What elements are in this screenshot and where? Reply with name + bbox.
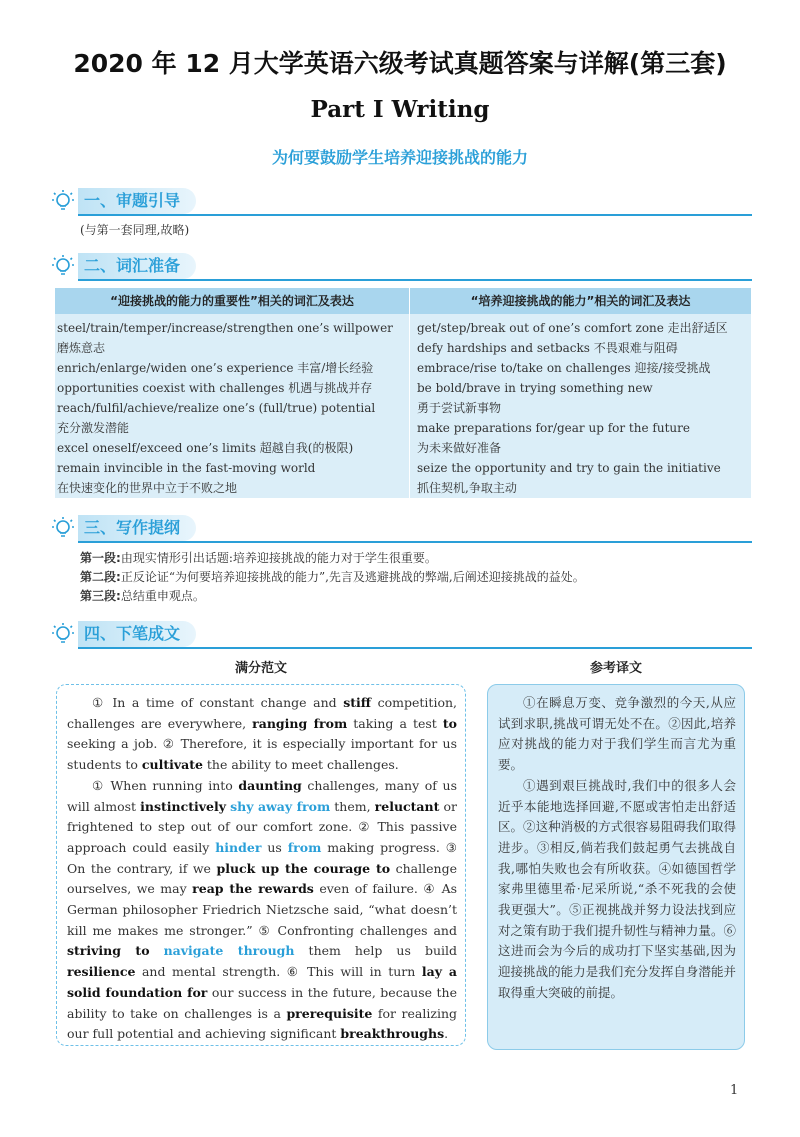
vocab-line: defy hardships and setbacks 不畏艰难与阻碍 <box>417 341 678 355</box>
translation-paragraph-2: ①遇到艰巨挑战时,我们中的很多人会近乎本能地选择回避,不愿或害怕走出舒适区。②这种消极的方式很容易阻碍我们取得进步。③相反,倘若我们鼓起勇气去挑战自我,哪怕失败也会有所收获。④如德国哲学家弗里德里希·尼采所说,“杀不死我的会使我更强大”。⑤正视挑战并努力设法找到应对之策有助于我们提升韧性与精神力量。⑥这进而会为今后的成功打下坚实基础,因为迎接挑战的能力是我们充分发挥自身潜能并取得重大突破的前提。 <box>498 777 736 1000</box>
vocab-line: excel oneself/exceed one’s limits 超越自我(的极限) <box>57 441 354 455</box>
topic-title: 为何要鼓励学生培养迎接挑战的能力 <box>271 148 528 167</box>
outline-text: 总结重申观点。 <box>120 589 205 603</box>
essay-text: the ability to meet challenges. <box>202 757 399 773</box>
essay-text: them help us build <box>294 943 457 959</box>
essay-text: seeking a job. ② Therefore, it is especially important for us students to <box>67 736 457 773</box>
section-rule <box>78 541 752 543</box>
vocab-line: remain invincible in the fast-moving world <box>57 461 316 475</box>
essay-text: taking a test <box>347 715 443 731</box>
section-label: 三、写作提纲 <box>78 515 196 541</box>
vocab-line: 抓住契机,争取主动 <box>417 481 517 495</box>
essay-text: or frightened to step out of our comfort zone. ② This passive approach could easily <box>67 798 457 855</box>
key-phrase: reluctant <box>374 798 440 814</box>
essay-text: competition, challenges are everywhere, <box>67 695 458 731</box>
section-rule <box>78 214 752 216</box>
vocab-line: 为未来做好准备 <box>417 441 502 455</box>
essay-text: challenges, many of us will almost <box>67 777 457 814</box>
writing-outline <box>80 549 745 606</box>
essay-text: ① In a time of constant change and <box>92 695 344 710</box>
outline-head: 第三段: <box>80 589 121 603</box>
vocab-line: embrace/rise to/take on challenges 迎接/接受挑战 <box>417 361 711 375</box>
key-phrase: hinder <box>215 839 262 855</box>
key-phrase: ranging from <box>252 715 348 731</box>
section-note: (与第一套同理,故略) <box>80 223 190 237</box>
translation-header: 参考译文 <box>589 661 642 676</box>
key-phrase: reap the rewards <box>192 881 314 897</box>
outline-item <box>80 568 745 587</box>
model-essay-box <box>56 684 466 1046</box>
vocab-line: be bold/brave in trying something new <box>417 381 653 395</box>
vocab-line: get/step/break out of one’s comfort zone 走出舒适区 <box>417 321 728 335</box>
vocab-line: make preparations for/gear up for the future <box>417 421 690 435</box>
translation-paragraph-1: ①在瞬息万变、竞争激烈的今天,从应试到求职,挑战可谓无处不在。②因此,培养应对挑战的能力对于我们学生而言尤为重要。 <box>498 695 736 773</box>
outline-head: 第二段: <box>80 570 121 584</box>
document-title: 2020 年 12 月大学英语六级考试真题答案与详解(第三套) <box>73 49 727 78</box>
essay-text: challenge ourselves, we may <box>67 860 457 897</box>
outline-text: 由现实情形引出话题:培养迎接挑战的能力对于学生很重要。 <box>120 551 437 565</box>
key-phrase: stiff <box>343 695 372 710</box>
vocab-line: reach/fulfil/achieve/realize one’s (full/true) potential <box>57 401 376 415</box>
essay-text: ① When running into <box>92 777 239 793</box>
translation-box <box>487 684 745 1050</box>
vocabulary-table <box>55 288 751 498</box>
section-header-3 <box>48 514 752 542</box>
essay-text: for realizing our full potential and achieving significant <box>67 1005 458 1042</box>
outline-item <box>80 549 745 568</box>
table-divider <box>409 288 410 498</box>
vocab-line: 磨炼意志 <box>57 341 106 355</box>
key-phrase: from <box>287 839 322 855</box>
key-phrase: lay a solid foundation for <box>67 964 457 1000</box>
essay-text <box>150 943 164 958</box>
essay-text: and mental strength. ⑥ This will in turn <box>135 964 422 980</box>
section-label: 二、词汇准备 <box>78 253 196 279</box>
vocab-right-column <box>417 318 749 498</box>
vocab-left-header: “迎接挑战的能力的重要性”相关的词汇及表达 <box>55 288 409 314</box>
section-rule <box>78 279 752 281</box>
outline-head: 第一段: <box>80 551 121 565</box>
vocab-line: seize the opportunity and try to gain the initiative <box>417 461 721 475</box>
lightbulb-icon <box>48 187 76 215</box>
essay-paragraph-2 <box>67 776 457 1045</box>
key-phrase: navigate through <box>163 943 295 959</box>
page-number: 1 <box>730 1083 739 1098</box>
vocab-line: steel/train/temper/increase/strengthen one’s willpower <box>57 321 393 335</box>
lightbulb-icon <box>48 252 76 280</box>
vocab-line: enrich/enlarge/widen one’s experience 丰富/增长经验 <box>57 361 374 375</box>
section-rule <box>78 647 752 649</box>
essay-paragraph-1 <box>67 693 457 776</box>
essay-text: making progress. ③ On the contrary, if we <box>67 839 457 876</box>
outline-text: 正反论证“为何要培养迎接挑战的能力”,先言及逃避挑战的弊端,后阐述迎接挑战的益处。 <box>120 570 585 584</box>
section-header-1 <box>48 187 752 215</box>
essay-text: even of failure. ④ As German philosopher Friedrich Nietzsche said, “what doesn’t kill me makes me stronger.” ⑤ Confronting challenges and <box>67 881 458 938</box>
vocab-line: 勇于尝试新事物 <box>417 401 502 415</box>
key-phrase: breakthroughs <box>340 1026 445 1042</box>
essay-text: our success in the future, because the ability to take on challenges is a <box>67 984 457 1021</box>
outline-item <box>80 587 745 606</box>
part-title: Part I Writing <box>310 96 490 123</box>
vocab-left-column <box>57 318 407 498</box>
section-header-2 <box>48 252 752 280</box>
key-phrase: prerequisite <box>286 1005 373 1021</box>
key-phrase: resilience <box>67 964 136 980</box>
key-phrase: cultivate <box>141 757 203 773</box>
vocab-line: opportunities coexist with challenges 机遇与挑战并存 <box>57 381 373 395</box>
key-phrase: instinctively <box>140 798 226 814</box>
lightbulb-icon <box>48 620 76 648</box>
key-phrase: to <box>442 715 457 731</box>
key-phrase: shy away from <box>230 798 331 814</box>
lightbulb-icon <box>48 514 76 542</box>
vocab-line: 在快速变化的世界中立于不败之地 <box>57 481 238 495</box>
essay-text: them, <box>330 798 375 814</box>
key-phrase: striving to <box>67 943 150 959</box>
section-header-4 <box>48 620 752 648</box>
essay-header: 满分范文 <box>234 661 287 676</box>
vocab-line: 充分激发潜能 <box>57 421 130 435</box>
essay-text: . <box>444 1026 449 1042</box>
key-phrase: pluck up the courage to <box>216 860 391 876</box>
essay-text: us <box>261 839 288 855</box>
section-label: 一、审题引导 <box>78 188 196 214</box>
section-label: 四、下笔成文 <box>78 621 196 647</box>
key-phrase: daunting <box>238 777 302 793</box>
vocab-right-header: “培养迎接挑战的能力”相关的词汇及表达 <box>410 288 751 314</box>
